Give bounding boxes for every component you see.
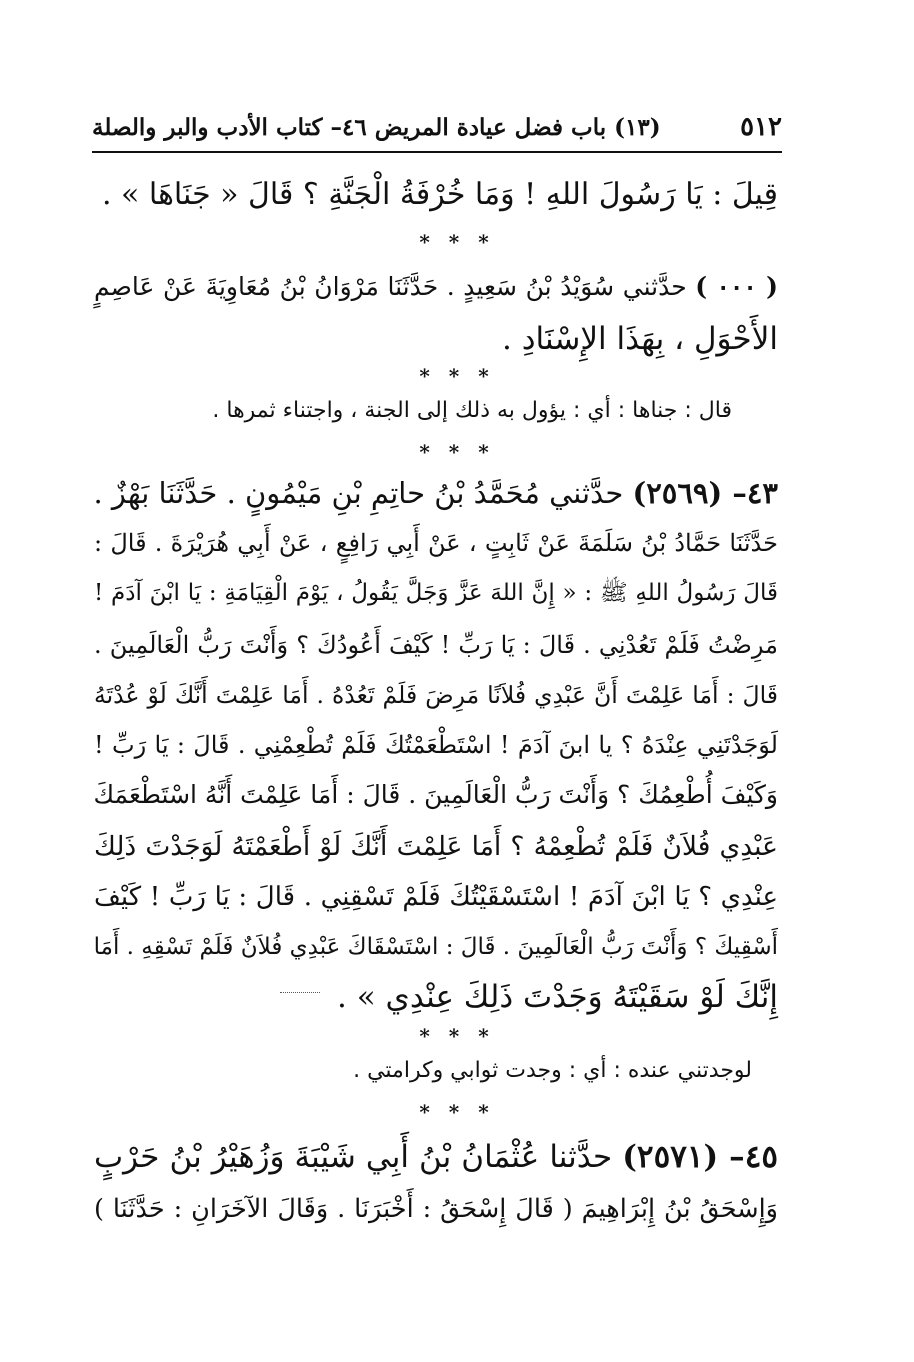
text-line: مَرِضْتُ فَلَمْ تَعُدْنِي . قَالَ : يَا رَبِّ ! كَيْفَ أَعُودُكَ ؟ وَأَنْتَ رَبُّ الْعَالَمِينَ . <box>94 631 778 659</box>
section-separator: * * * <box>419 364 495 388</box>
text-line: وَإِسْحَقُ بْنُ إِبْرَاهِيمَ ( قَالَ إِسْحَقُ : أَخْبَرَنَا . وَقَالَ الآخَرَانِ : حَدَّثَنَا ) <box>94 1194 778 1224</box>
text-line-content: حدَّثنا عُثْمَانُ بْنُ أَبِي شَيْبَةَ وَزُهَيْرُ بْنُ حَرْبٍ <box>94 1139 613 1175</box>
text-line-content: حدَّثني مُحَمَّدُ بْنُ حاتِمِ بْنِ مَيْمُونٍ . حَدَّثَنَا بَهْزٌ . <box>93 476 624 510</box>
text-line-content: حدَّثني سُوَيْدُ بْنُ سَعِيدٍ . حَدَّثَنَا مَرْوَانُ بْنُ مُعَاوِيَةَ عَنْ عَاصِمٍ <box>94 272 687 301</box>
hadith-number: ٤٥– (٢٥٧١) <box>622 1139 778 1175</box>
text-line: لَوَجَدْتَنِي عِنْدَهُ ؟ يا ابنَ آدَمَ ! اسْتَطْعَمْتُكَ فَلَمْ تُطْعِمْنِي . قَالَ : يَا رَبِّ ! <box>94 731 778 759</box>
header-rule <box>92 151 782 153</box>
text-line: قَالَ : أَمَا عَلِمْتَ أَنَّ عَبْدِي فُلاَنًا مَرِضَ فَلَمْ تَعُدْهُ . أَمَا عَلِمْتَ أَنَّكَ لَوْ عُدْتَهُ <box>94 681 778 709</box>
hadith-number: ( ٠٠٠ ) <box>695 272 778 301</box>
text-line: إِنَّكَ لَوْ سَقَيْتَهُ وَجَدْتَ ذَلِكَ عِنْدِي » . <box>337 979 778 1015</box>
page-header <box>92 108 782 152</box>
gloss-note: لوجدتني عنده : أي : وجدت ثوابي وكرامتي . <box>353 1058 752 1083</box>
page-number: ٥١٢ <box>740 112 782 142</box>
hadith-number: ٤٣– (٢٥٦٩) <box>632 476 778 510</box>
text-line: وَكَيْفَ أُطْعِمُكَ ؟ وَأَنْتَ رَبُّ الْعَالَمِينَ . قَالَ : أَمَا عَلِمْتَ أَنَّهُ اسْتَطْعَمَكَ <box>93 780 778 809</box>
text-line <box>94 1136 778 1182</box>
section-separator: * * * <box>419 230 495 254</box>
text-line: عَبْدِي فُلاَنٌ فَلَمْ تُطْعِمْهُ ؟ أَمَا عَلِمْتَ أَنَّكَ لَوْ أَطْعَمْتَهُ لَوَجَدْتَ ذَلِكَ <box>94 831 778 862</box>
text-line: حَدَّثَنَا حَمَّادُ بْنُ سَلَمَةَ عَنْ ثَابِتٍ ، عَنْ أَبِي رَافِعٍ ، عَنْ أَبِي هُرَيْرَةَ . قَالَ : <box>94 529 778 557</box>
section-separator: * * * <box>419 1024 495 1048</box>
print-mark <box>280 992 320 995</box>
running-title: (١٣) باب فضل عيادة المريض ٤٦– كتاب الأدب والبر والصلة <box>92 114 661 141</box>
text-line: الأَحْوَلِ ، بِهَذَا الإِسْنَادِ . <box>502 321 778 357</box>
text-line: قَالَ رَسُولُ اللهِ ﷺ : « إِنَّ اللهَ عَزَّ وَجَلَّ يَقُولُ ، يَوْمَ الْقِيَامَةِ : يَا ابْنَ آدَمَ ! <box>94 580 778 606</box>
text-line: عِنْدِي ؟ يَا ابْنَ آدَمَ ! اسْتَسْقَيْتُكَ فَلَمْ تَسْقِنِي . قَالَ : يَا رَبِّ ! كَيْفَ <box>94 882 778 912</box>
section-separator: * * * <box>419 440 495 464</box>
text-line <box>94 266 778 312</box>
text-line: أَسْقِيكَ ؟ وَأَنْتَ رَبُّ الْعَالَمِينَ . قَالَ : اسْتَسْقَاكَ عَبْدِي فُلاَنٌ فَلَمْ تَسْقِهِ . أَمَا <box>93 934 778 960</box>
section-separator: * * * <box>419 1100 495 1124</box>
text-line <box>94 472 778 518</box>
text-line: قِيلَ : يَا رَسُولَ اللهِ ! وَمَا خُرْفَةُ الْجَنَّةِ ؟ قَالَ « جَنَاهَا » . <box>101 177 778 212</box>
gloss-note: قال : جناها : أي : يؤول به ذلك إلى الجنة ، واجتناء ثمرها . <box>212 398 732 423</box>
